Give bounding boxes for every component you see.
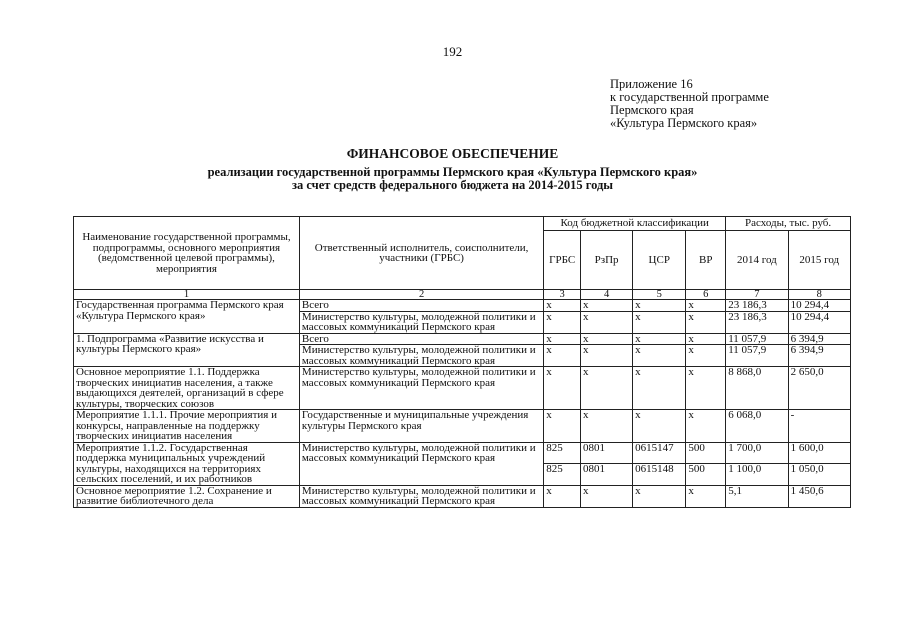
amount-2015: 6 394,9 <box>788 333 850 345</box>
header-code-group: Код бюджетной классификации <box>544 217 726 231</box>
rzpr-cell: x <box>581 367 633 410</box>
financing-table <box>73 216 851 508</box>
executor-cell: Министерство культуры, молодежной политики и массовых коммуникаций Пермского края <box>299 311 543 333</box>
csr-cell: 0615147 <box>633 442 686 464</box>
table-row <box>74 367 851 410</box>
appendix-line: «Культура Пермского края» <box>610 116 758 130</box>
table-row <box>74 410 851 443</box>
header-name: Наименование государственной программы, подпрограммы, основного мероприятия (ведомственной целевой программы), мероприятия <box>74 217 300 290</box>
header-grbs: ГРБС <box>544 231 581 290</box>
csr-cell: x <box>633 300 686 312</box>
amount-2015: 10 294,4 <box>788 311 850 333</box>
csr-cell: x <box>633 311 686 333</box>
column-number: 6 <box>686 290 726 300</box>
amount-2014: 11 057,9 <box>726 345 788 367</box>
amount-2014: 23 186,3 <box>726 311 788 333</box>
executor-cell: Министерство культуры, молодежной политики и массовых коммуникаций Пермского края <box>299 345 543 367</box>
amount-2014: 1 100,0 <box>726 464 788 486</box>
activity-name: Мероприятие 1.1.2. Государственная поддержка муниципальных учреждений культуры, находящихся на территориях сельских поселений, и их работников <box>74 442 300 485</box>
vr-cell: x <box>686 367 726 410</box>
amount-2015: 2 650,0 <box>788 367 850 410</box>
column-number-row <box>74 290 851 300</box>
grbs-cell: x <box>544 485 581 507</box>
table-row <box>74 442 851 464</box>
column-number: 1 <box>74 290 300 300</box>
document-title: ФИНАНСОВОЕ ОБЕСПЕЧЕНИЕ <box>346 146 559 161</box>
appendix-line: Пермского края <box>610 103 694 117</box>
appendix-note <box>610 78 769 130</box>
grbs-cell: 825 <box>544 442 581 464</box>
rzpr-cell: 0801 <box>581 442 633 464</box>
vr-cell: x <box>686 311 726 333</box>
table-row <box>74 485 851 507</box>
subtitle-line: реализации государственной программы Пермского края «Культура Пермского края» <box>207 165 698 179</box>
amount-2015: 1 050,0 <box>788 464 850 486</box>
grbs-cell: x <box>544 311 581 333</box>
rzpr-cell: 0801 <box>581 464 633 486</box>
page-number: 192 <box>442 44 463 59</box>
header-2015: 2015 год <box>788 231 850 290</box>
amount-2014: 5,1 <box>726 485 788 507</box>
executor-cell: Министерство культуры, молодежной политики и массовых коммуникаций Пермского края <box>299 367 543 410</box>
header-rzpr: РзПр <box>581 231 633 290</box>
appendix-line: Приложение 16 <box>610 77 693 91</box>
executor-cell: Министерство культуры, молодежной политики и массовых коммуникаций Пермского края <box>299 485 543 507</box>
amount-2014: 1 700,0 <box>726 442 788 464</box>
grbs-cell: x <box>544 300 581 312</box>
subprogram-name: 1. Подпрограмма «Развитие искусства и культуры Пермского края» <box>74 333 300 367</box>
csr-cell: x <box>633 367 686 410</box>
column-number: 4 <box>581 290 633 300</box>
rzpr-cell: x <box>581 345 633 367</box>
activity-name: Мероприятие 1.1.1. Прочие мероприятия и конкурсы, направленные на поддержку творческих инициатив населения <box>74 410 300 443</box>
executor-cell: Всего <box>299 333 543 345</box>
csr-cell: x <box>633 333 686 345</box>
rzpr-cell: x <box>581 311 633 333</box>
table-row <box>74 300 851 312</box>
activity-name: Основное мероприятие 1.1. Поддержка творческих инициатив населения, а также выдающихся деятелей, организаций в сфере культуры, творческих союзов <box>74 367 300 410</box>
rzpr-cell: x <box>581 300 633 312</box>
csr-cell: x <box>633 345 686 367</box>
vr-cell: x <box>686 485 726 507</box>
grbs-cell: x <box>544 367 581 410</box>
csr-cell: 0615148 <box>633 464 686 486</box>
rzpr-cell: x <box>581 485 633 507</box>
amount-2015: 1 450,6 <box>788 485 850 507</box>
document-subtitle <box>0 166 905 192</box>
rzpr-cell: x <box>581 410 633 443</box>
header-vr: ВР <box>686 231 726 290</box>
column-number: 2 <box>299 290 543 300</box>
header-expense-group: Расходы, тыс. руб. <box>726 217 851 231</box>
column-number: 3 <box>544 290 581 300</box>
amount-2015: 1 600,0 <box>788 442 850 464</box>
csr-cell: x <box>633 485 686 507</box>
activity-name: Основное мероприятие 1.2. Сохранение и развитие библиотечного дела <box>74 485 300 507</box>
executor-cell: Государственные и муниципальные учреждения культуры Пермского края <box>299 410 543 443</box>
amount-2014: 23 186,3 <box>726 300 788 312</box>
rzpr-cell: x <box>581 333 633 345</box>
table-row <box>74 333 851 345</box>
column-number: 7 <box>726 290 788 300</box>
vr-cell: x <box>686 345 726 367</box>
vr-cell: x <box>686 333 726 345</box>
grbs-cell: 825 <box>544 464 581 486</box>
grbs-cell: x <box>544 333 581 345</box>
amount-2014: 8 868,0 <box>726 367 788 410</box>
program-name: Государственная программа Пермского края «Культура Пермского края» <box>74 300 300 334</box>
header-2014: 2014 год <box>726 231 788 290</box>
grbs-cell: x <box>544 345 581 367</box>
column-number: 5 <box>633 290 686 300</box>
vr-cell: 500 <box>686 464 726 486</box>
column-number: 8 <box>788 290 850 300</box>
appendix-line: к государственной программе <box>610 90 769 104</box>
vr-cell: x <box>686 300 726 312</box>
executor-cell: Министерство культуры, молодежной политики и массовых коммуникаций Пермского края <box>299 442 543 485</box>
vr-cell: x <box>686 410 726 443</box>
vr-cell: 500 <box>686 442 726 464</box>
header-executor: Ответственный исполнитель, соисполнители, участники (ГРБС) <box>299 217 543 290</box>
header-csr: ЦСР <box>633 231 686 290</box>
grbs-cell: x <box>544 410 581 443</box>
csr-cell: x <box>633 410 686 443</box>
subtitle-line: за счет средств федерального бюджета на 2014-2015 годы <box>291 178 614 192</box>
amount-2014: 6 068,0 <box>726 410 788 443</box>
executor-cell: Всего <box>299 300 543 312</box>
amount-2015: 6 394,9 <box>788 345 850 367</box>
amount-2015: - <box>788 410 850 443</box>
amount-2015: 10 294,4 <box>788 300 850 312</box>
amount-2014: 11 057,9 <box>726 333 788 345</box>
